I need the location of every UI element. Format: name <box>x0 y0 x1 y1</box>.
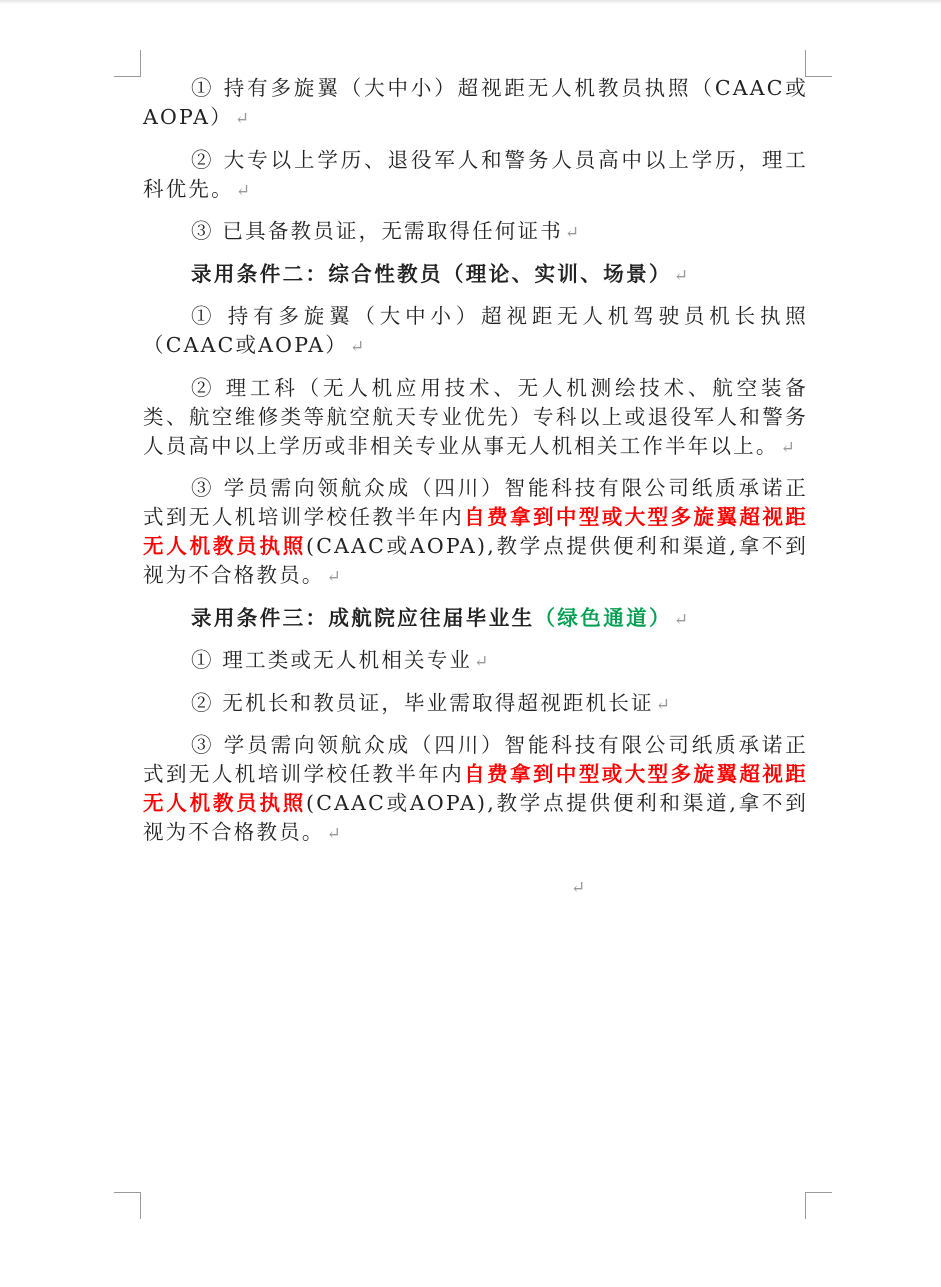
page-top-shadow <box>0 0 941 4</box>
margin-corner-top-left <box>114 50 141 77</box>
paragraph-condition1-item3: ③ 已具备教员证，无需取得任何证书 ↵ <box>191 219 580 243</box>
green-channel-label: （绿色通道） <box>534 605 672 630</box>
paragraph-mark-icon: ↵ <box>673 265 689 286</box>
paragraph-condition2-item2: ② 理工科（无人机应用技术、无人机测绘技术、航空装备类、航空维修类等航空航天专业优先）专科以上或退役军人和警务人员高中以上学历或非相关专业从事无人机相关工作半年以上。 ↵ <box>143 375 808 458</box>
paragraph-condition2-item3: ③ 学员需向领航众成（四川）智能科技有限公司纸质承诺正式到无人机培训学校任教半年内自费拿到中型或大型多旋翼超视距无人机教员执照(CAAC或AOPA),教学点提供便利和渠道,拿不到视为不合格教员。 ↵ <box>143 476 808 587</box>
paragraph-mark-icon: ↵ <box>673 609 689 630</box>
paragraph-mark-icon: ↵ <box>474 652 489 672</box>
margin-corner-top-right <box>805 50 832 77</box>
paragraph-condition3-item3: ③ 学员需向领航众成（四川）智能科技有限公司纸质承诺正式到无人机培训学校任教半年内自费拿到中型或大型多旋翼超视距无人机教员执照(CAAC或AOPA),教学点提供便利和渠道,拿不到视为不合格教员。 ↵ <box>143 733 808 844</box>
paragraph-mark-icon: ↵ <box>235 180 251 201</box>
paragraph-mark-icon: ↵ <box>326 567 341 587</box>
empty-paragraph-mark-icon: ↵ <box>571 878 586 898</box>
highlighted-requirement: 自费拿到中型或大型多旋翼超视距无人机教员执照 <box>143 762 808 815</box>
paragraph-condition1-item1: ① 持有多旋翼（大中小）超视距无人机教员执照（CAAC或AOPA） ↵ <box>143 76 808 129</box>
highlighted-requirement: 自费拿到中型或大型多旋翼超视距无人机教员执照 <box>143 505 808 558</box>
margin-corner-bottom-left <box>114 1192 141 1219</box>
heading-condition-2: 录用条件二：综合性教员（理论、实训、场景） ↵ <box>191 261 689 286</box>
margin-corner-bottom-right <box>805 1192 832 1219</box>
paragraph-condition1-item2: ② 大专以上学历、退役军人和警务人员高中以上学历，理工科优先。 ↵ <box>143 147 808 201</box>
paragraph-mark-icon: ↵ <box>655 694 670 715</box>
document-body[interactable] <box>143 74 808 861</box>
paragraph-condition2-item1: ① 持有多旋翼（大中小）超视距无人机驾驶员机长执照（CAAC或AOPA） ↵ <box>143 304 808 357</box>
paragraph-condition3-item2: ② 无机长和教员证，毕业需取得超视距机长证 ↵ <box>191 690 670 715</box>
paragraph-mark-icon: ↵ <box>780 437 795 458</box>
paragraph-mark-icon: ↵ <box>564 223 580 243</box>
heading-condition-3: 录用条件三：成航院应往届毕业生（绿色通道） ↵ <box>191 605 689 630</box>
paragraph-mark-icon: ↵ <box>350 337 365 357</box>
paragraph-mark-icon: ↵ <box>234 109 250 129</box>
paragraph-mark-icon: ↵ <box>326 824 341 844</box>
paragraph-condition3-item1: ① 理工类或无人机相关专业 ↵ <box>191 648 489 672</box>
